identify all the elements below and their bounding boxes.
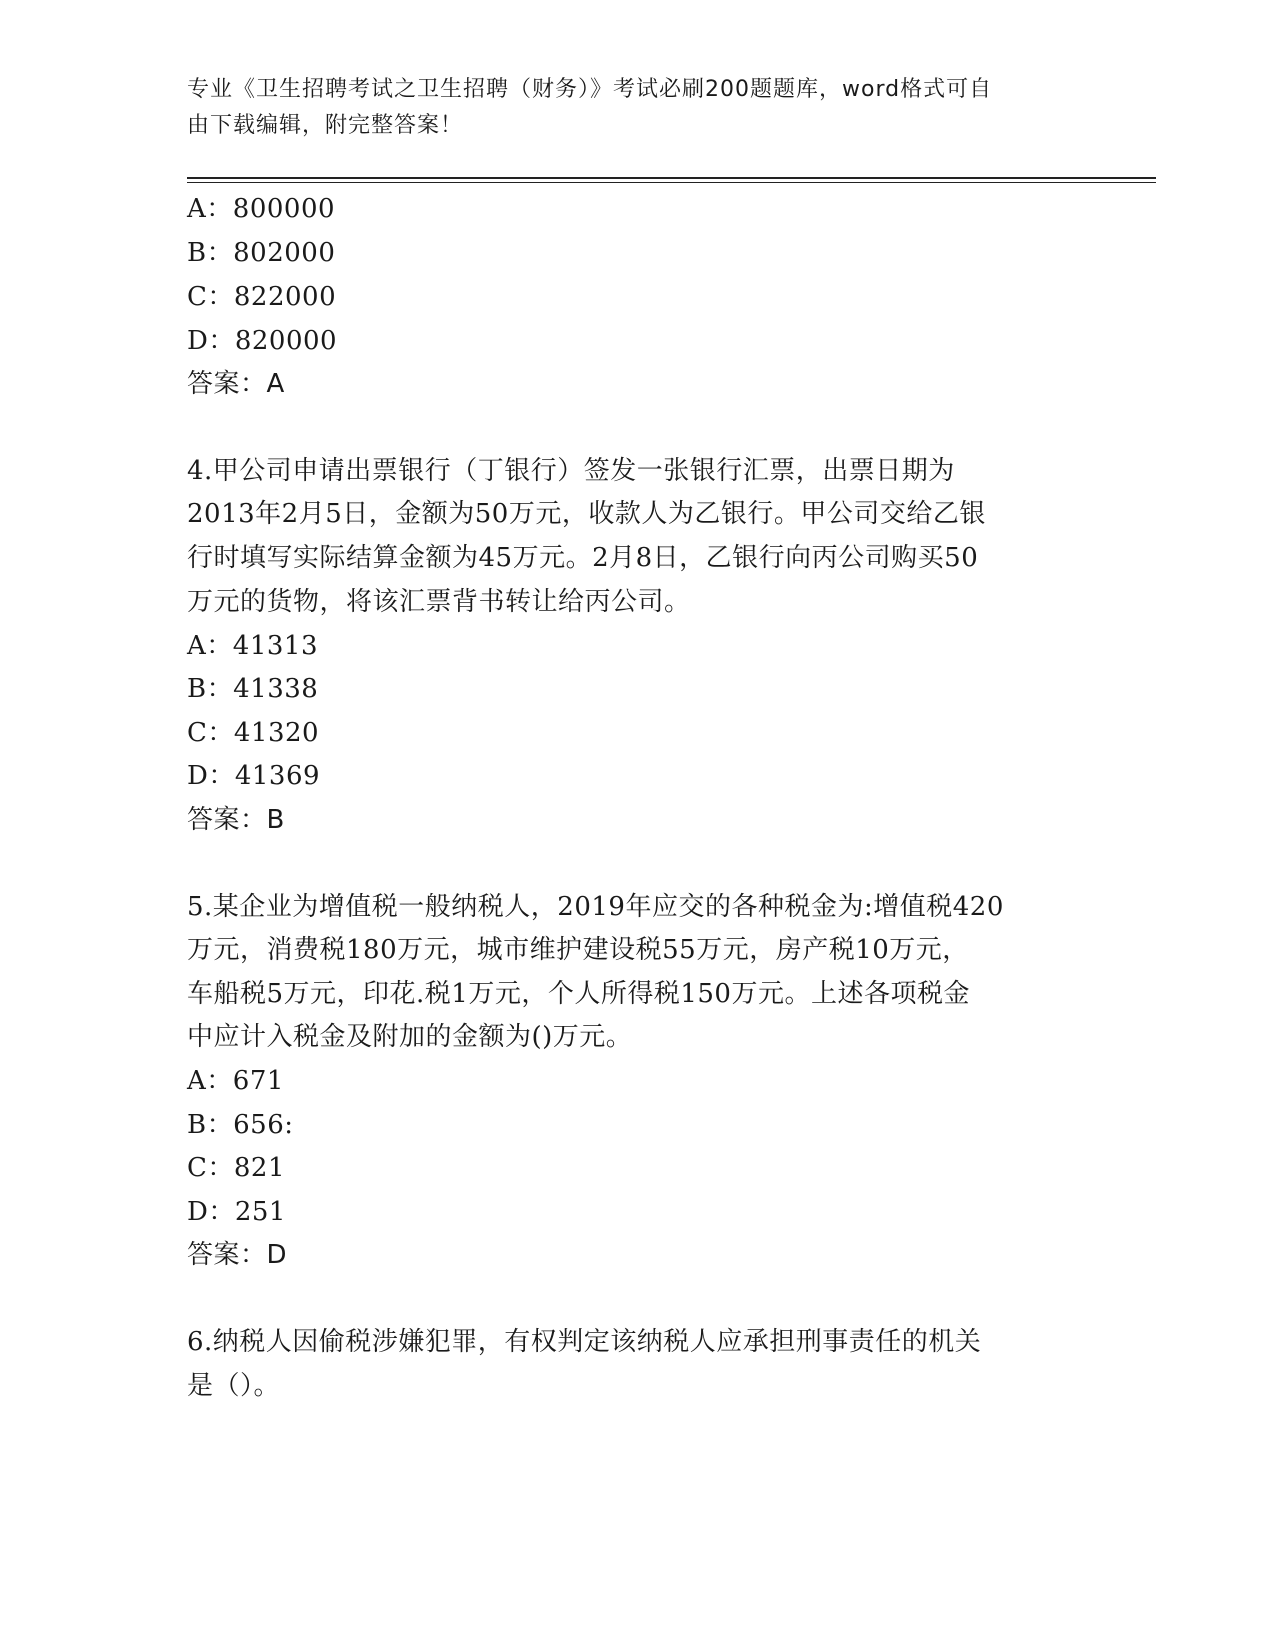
q4-option-d: D：41369 [187,761,321,791]
q4-option-a: A：41313 [187,631,318,661]
header-line-1: 专业《卫生招聘考试之卫生招聘（财务）》考试必刷200题题库，word格式可自 [187,77,993,102]
q3-option-d: D：820000 [187,326,338,356]
q5-option-d: D：251 [187,1197,286,1227]
q5-text-line-3: 车船税5万元，印花.税1万元，个人所得税150万元。上述各项税金 [187,979,970,1009]
q4-option-c: C：41320 [187,718,320,748]
document-header [187,72,1067,144]
q3-option-b: B：802000 [187,238,336,268]
q5-text-line-1: 5.某企业为增值税一般纳税人，2019年应交的各种税金为:增值税420 [187,892,1004,922]
q4-text-line-4: 万元的货物，将该汇票背书转让给丙公司。 [187,587,691,617]
q5-answer: 答案：D [187,1240,288,1270]
q4-answer: 答案：B [187,805,285,835]
q4-text-line-2: 2013年2月5日，金额为50万元，收款人为乙银行。甲公司交给乙银 [187,499,986,529]
q3-option-c: C：822000 [187,282,337,312]
q5-text-line-2: 万元，消费税180万元，城市维护建设税55万元，房产税10万元， [187,935,969,965]
header-rule-thick [187,177,1156,179]
q5-text-line-4: 中应计入税金及附加的金额为()万元。 [187,1022,633,1052]
q5-option-b: B：656: [187,1110,294,1140]
q3-option-a: A：800000 [187,194,336,224]
q6-text-line-2: 是（）。 [187,1371,281,1401]
header-line-2: 由下载编辑，附完整答案！ [187,113,464,138]
q4-option-b: B：41338 [187,674,319,704]
q6-text-line-1: 6.纳税人因偷税涉嫌犯罪，有权判定该纳税人应承担刑事责任的机关 [187,1327,982,1357]
header-rule-thin [187,182,1156,183]
q3-answer: 答案：A [187,369,285,399]
q5-option-c: C：821 [187,1153,286,1183]
q4-text-line-1: 4.甲公司申请出票银行（丁银行）签发一张银行汇票，出票日期为 [187,456,955,486]
q4-text-line-3: 行时填写实际结算金额为45万元。2月8日，乙银行向丙公司购买50 [187,543,979,573]
q5-option-a: A：671 [187,1066,284,1096]
